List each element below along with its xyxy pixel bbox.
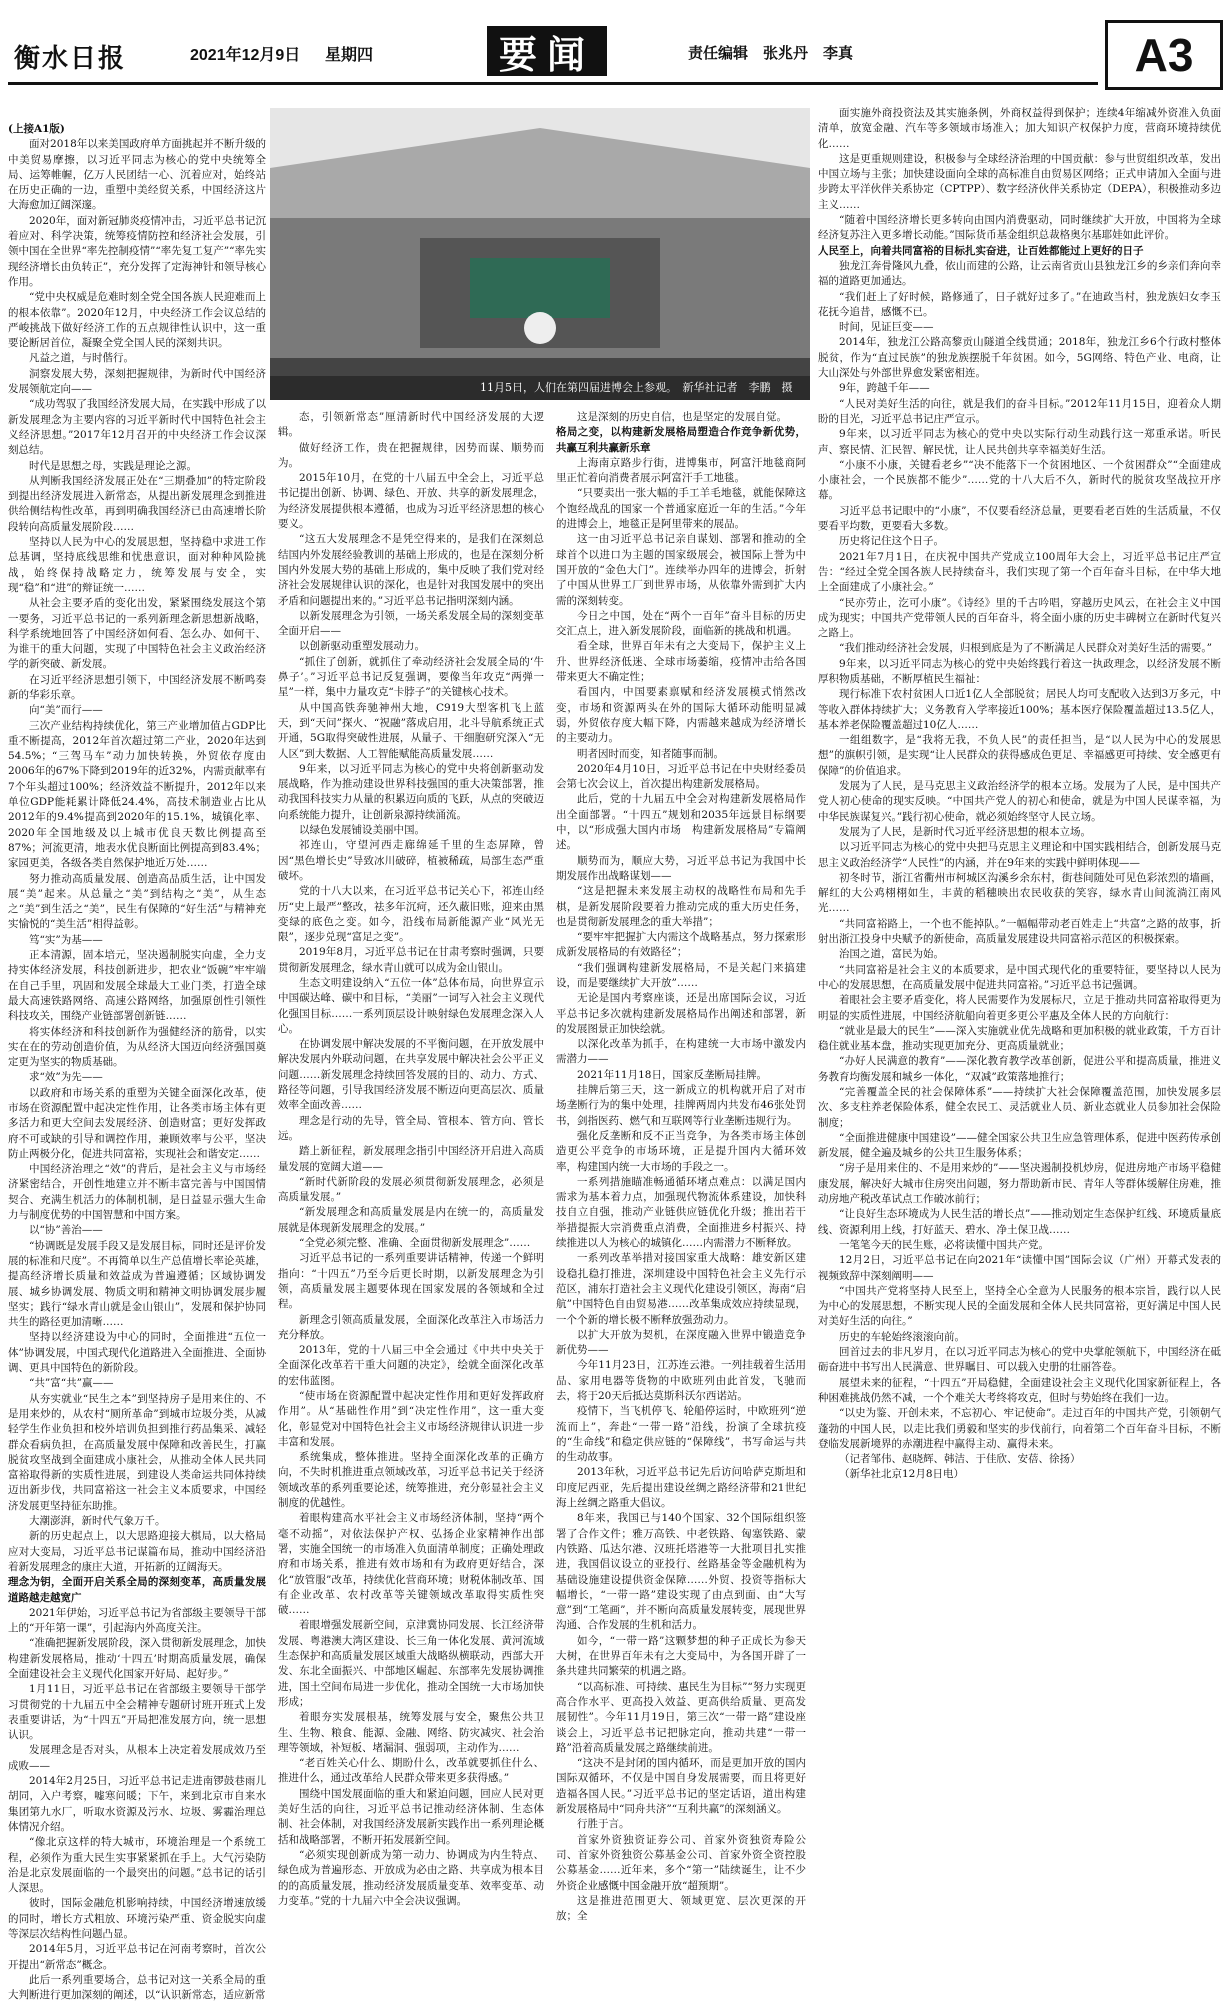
article-paragraph: 首家外资独资证券公司、首家外资独资寿险公司、首家外资独资公募基金公司、首家外资全资控股公募基金……近年来，多个“第一”陆续诞生，让不少外资企业感慨中国金融开放“超预期”。 (556, 1833, 806, 1892)
article-paragraph: 以新发展理念为引领，一场关系发展全局的深刻变革全面开启—— (278, 609, 544, 638)
article-paragraph: 党的十八大以来，在习近平总书记关心下，祁连山经历“史上最严”整改，祛多年沉疴，还久蔽旧账，迎来由黑变绿的底色之变。如今，沿线布局新能源产业“风光无限”，逐步兑现“富足之变”。 (278, 885, 544, 944)
article-paragraph: 一组组数字，是“我将无我，不负人民”的责任担当，是“以人民为中心的发展思想”的旗帜引领，是实现“让人民群众的获得感成色更足、幸福感更可持续、安全感更有保障”的价值追求。 (818, 734, 1221, 777)
article-paragraph: 三次产业结构持续优化，第三产业增加值占GDP比重不断提高，2012年首次超过第二产业，2020年达到54.5%；“三驾马车”动力加快转换，外贸依存度由2006年的67%下降到2019年的近32%，内需贡献率有7个年头超过100%；经济效益不断提升，2012年以来单位GDP能耗累计降低24.4%，高技术制造业占比从2012年的9.4%提高到2020年的15.1%，城镇化率、2020年全国地级及以上城市优良天数比例提高至87%；河流更清，地表水优良断面比例提高到83.4%；家园更美，各级各类自然保护地近万处…… (8, 719, 266, 870)
issue-date: 2021年12月9日 (190, 47, 301, 64)
article-paragraph: 2014年，独龙江公路高黎贡山隧道全线贯通；2018年，独龙江乡6个行政村整体脱贫，作为“直过民族”的独龙族摆脱千年贫困。如今，5G网络、特色产业、电商，让大山深处与外部世界愈发紧密相连。 (818, 336, 1221, 380)
article-paragraph: 中国经济治理之“效”的背后，是社会主义与市场经济紧密结合，开创性地建立并不断丰富完善与中国国情契合、充满生机活力的体制机制，是日益显示强大生命力与制度优势的中国智慧和中国方案。 (8, 1163, 266, 1222)
article-paragraph: 初冬时节，浙江省衢州市柯城区沟溪乡余东村，街巷间随处可见色彩浓烈的墙画，解红的大公鸡栩栩如生，丰黄的稻穗映出农民收获的笑容，绿水青山间流淌江南风光…… (818, 871, 1221, 915)
article-paragraph: 着眼构建高水平社会主义市场经济体制，坚持“两个毫不动摇”，对依法保护产权、弘扬企业家精神作出部署，实施全国统一的市场准入负面清单制度；正确处理政府和市场关系，推进有效市场和有为政府更好结合，深化“放管服”改革，持续优化营商环境；财税体制改革、国有企业改革、农村改革等关键领域改革取得实质性突破…… (278, 1512, 544, 1617)
article-paragraph: 8年来，我国已与140个国家、32个国际组织签署了合作文件；雅万高铁、中老铁路、匈塞铁路、蒙内铁路、瓜达尔港、汉班托塔港等一大批项目扎实推进，我国倡议设立的亚投行、丝路基金等金融机构为基础设施建设提供资金保障……外贸、投资等指标大幅增长，“一带一路”建设实现了由点到面、由“大写意”到“工笔画”，并不断向高质量发展转变，展现世界沟通、合作发展的生机和活力。 (556, 1512, 806, 1632)
article-paragraph: (上接A1版) (8, 123, 65, 135)
article-paragraph: “小康不小康，关键看老乡”“决不能落下一个贫困地区、一个贫困群众”“全面建成小康社会，一个民族都不能少”……党的十八大后不久，新时代的脱贫攻坚战拉开序幕。 (818, 458, 1221, 502)
article-paragraph: 一系列改革举措对接国家重大战略：雄安新区建设稳扎稳打推进，深圳建设中国特色社会主义先行示范区，浦东打造社会主义现代化建设引领区，海南“启航”中国特色自由贸易港……改革集成效应持续显现，一个个新的增长极不断释放强劲动力。 (556, 1252, 806, 1326)
section-title: 要闻 (487, 26, 607, 76)
article-column-3 (556, 410, 806, 1923)
article-paragraph: 2021年11月18日，国家反垄断局挂牌。 (577, 1068, 767, 1081)
article-paragraph: 看国内，中国要素禀赋和经济发展模式悄然改变，市场和资源两头在外的国际大循环动能明显减弱，外贸依存度大幅下降，内需越来越成为经济增长的主要动力。 (556, 686, 806, 745)
article-paragraph: 2014年5月，习近平总书记在河南考察时，首次公开提出“新常态”概念。 (8, 1943, 266, 1971)
article-paragraph: 历史将记住这个日子。 (839, 535, 944, 548)
article-paragraph: “我们推动经济社会发展，归根到底是为了不断满足人民群众对美好生活的需要。” (839, 642, 1212, 655)
article-paragraph: “共同富裕是社会主义的本质要求，是中国式现代化的重要特征，要坚持以人民为中心的发展思想，在高质量发展中促进共同富裕。”习近平总书记强调。 (818, 963, 1221, 991)
article-paragraph: 独龙江奔骨隆风九叠，依山而建的公路，让云南省贡山县独龙江乡的乡亲们奔向幸福的道路更加通达。 (818, 259, 1221, 288)
article-paragraph: 治国之道，富民为始。 (839, 948, 944, 961)
article-paragraph: 面实施外商投资法及其实施条例，外商权益得到保护；连续4年缩减外资准入负面清单，放宽金融、汽车等多领域市场准入；加大知识产权保护力度，营商环境持续优化…… (818, 107, 1221, 150)
article-paragraph: 2019年8月，习近平总书记在甘肃考察时强调，只要贯彻新发展理念，绿水青山就可以成为金山银山。 (278, 946, 544, 974)
article-paragraph: 行胜于言。 (577, 1818, 630, 1831)
article-paragraph: 这是更重规则建设，积极参与全球经济治理的中国贡献：参与世贸组织改革，发出中国立场与主张；加快建设面向全球的高标准自由贸易区网络；正式申请加入全面与进步跨太平洋伙伴关系协定（CPTPP）、数字经济伙伴关系协定（DEPA），积极推动多边主义…… (818, 152, 1221, 211)
article-paragraph: 今日之中国，处在“两个一百年”奋斗目标的历史交汇点上，进入新发展阶段，面临新的挑战和机遇。 (556, 609, 806, 638)
article-paragraph: “必须实现创新成为第一动力、协调成为内生特点、绿色成为普遍形态、开放成为必由之路、共享成为根本目的的高质量发展，推动经济发展质量变革、效率变革、动力变革。”党的十九届六中全会决议强调。 (278, 1848, 544, 1907)
article-paragraph: 顺势而为，顺应大势，习近平总书记为我国中长期发展作出战略谋划—— (556, 854, 806, 882)
article-paragraph: 2021年7月1日，在庆祝中国共产党成立100周年大会上，习近平总书记庄严宣告：“经过全党全国各族人民持续奋斗，我们实现了第一个百年奋斗目标，在中华大地上全面建成了小康社会。” (818, 550, 1221, 594)
article-paragraph: 态，引领新常态”厘清新时代中国经济发展的大逻辑。 (278, 411, 544, 439)
article-paragraph: “全面推进健康中国建设”——健全国家公共卫生应急管理体系，促进中医药传承创新发展，健全遍及城乡的公共卫生服务体系； (818, 1131, 1221, 1160)
article-paragraph: 9年来，以习近平同志为核心的党中央将创新驱动发展战略，作为推动建设世界科技强国的重大决策部署，推动我国科技实力从量的积累迈向质的飞跃，从点的突破迈向系统能力提升，让创新泉源持续涌流。 (278, 762, 544, 821)
article-paragraph: 看全球，世界百年未有之大变局下，保护主义上升、世界经济低迷、全球市场萎缩，疫情冲击给各国带来更大不确定性； (556, 640, 806, 684)
article-paragraph: （记者邹伟、赵晓辉、韩洁、于佳欣、安蓓、徐扬） (839, 1453, 1081, 1466)
article-paragraph: “共同富裕路上，一个也不能掉队。”一幅幅带动老百姓走上“共富”之路的故事，折射出浙江投身中央赋予的新使命，高质量发展建设共同富裕示范区的积极探索。 (818, 917, 1221, 946)
article-paragraph: 2020年4月10日，习近平总书记在中央财经委员会第七次会议上，首次提出构建新发展格局。 (556, 762, 806, 791)
article-paragraph: 1月11日，习近平总书记在省部级主要领导干部学习贯彻党的十九届五中全会精神专题研讨班开班式上发表重要讲话，为“十四五”开局把准发展方向，统一思想认识。 (8, 1683, 266, 1742)
article-paragraph: 展望未来的征程，“十四五”开局稳健，全面建设社会主义现代化国家新征程上，各种困难挑战仍然不减，一个个难关大考终将攻克，但时与势始终在我们一边。 (818, 1376, 1221, 1404)
article-paragraph: 发展理念是否对头，从根本上决定着发展成效乃至成败—— (8, 1744, 266, 1772)
article-paragraph: 着眼社会主要矛盾变化，将人民需要作为发展标尺，立足于推动共同富裕取得更为明显的实质性进展，中国经济航船向着更多更公平惠及全体人民的方向航行： (818, 994, 1221, 1022)
article-paragraph: “新发展理念和高质量发展是内在统一的，高质量发展就是体现新发展理念的发展。” (278, 1206, 544, 1234)
newspaper-logo: 衡水日报 (14, 44, 127, 74)
article-paragraph: “完善覆盖全民的社会保障体系”——持续扩大社会保障覆盖范围，加快发展多层次、多支柱养老保险体系，健全农民工、灵活就业人员、新业态就业人员参加社会保险制度； (818, 1086, 1221, 1129)
article-paragraph: 发展为了人民，是马克思主义政治经济学的根本立场。发展为了人民，是中国共产党人初心使命的现实反映。“中国共产党人的初心和使命，就是为中国人民谋幸福，为中华民族谋复兴。”践行初心使命，就必须始终坚守人民立场。 (818, 780, 1221, 823)
expo-building-illustration (270, 108, 810, 400)
article-paragraph: 2013年秋，习近平总书记先后访问哈萨克斯坦和印度尼西亚，先后提出建设丝绸之路经济带和21世纪海上丝绸之路重大倡议。 (556, 1466, 806, 1510)
article-paragraph: “只要卖出一张大幅的手工羊毛地毯，就能保障这个饱经战乱的国家一个普通家庭近一年的生活。”今年的进博会上，地毯正是阿里带来的展品。 (556, 487, 806, 531)
article-paragraph: 理念是行动的先导，管全局、管根本、管方向、管长远。 (278, 1114, 544, 1142)
article-paragraph: 系统集成，整体推进。坚持全面深化改革的正确方向，不失时机推进重点领域改革，习近平总书记关于经济领域改革的系列重要论述，统筹推进，充分彰显社会主义制度的优越性。 (278, 1451, 544, 1510)
section-subheading: 理念为钥，全面开启关系全局的深刻变革，高质量发展道路越走越宽广 (8, 1576, 266, 1604)
article-paragraph: 以政府和市场关系的重塑为关键全面深化改革，使市场在资源配置中起决定性作用，让各类市场主体有更多活力和更大空间去发展经济、创造财富；更好发挥政府不可或缺的引导和调控作用，兼顾效率与公平，坚决防止两极分化，促进共同富裕，实现社会和谐安定…… (8, 1086, 266, 1160)
article-paragraph: 明者因时而变，知者随事而制。 (577, 747, 724, 760)
article-paragraph: “让良好生态环境成为人民生活的增长点”——推动划定生态保护红线、环境质量底线、资源利用上线，打好蓝天、碧水、净土保卫战…… (818, 1208, 1221, 1236)
responsible-editors: 责任编辑 张兆丹 李真 (688, 45, 854, 62)
article-column-1 (8, 122, 266, 2002)
article-paragraph: 回首过去的非凡岁月，在以习近平同志为核心的党中央掌舵领航下，中国经济在砥砺奋进中书写出人民满意、世界瞩目、可以载入史册的壮丽答卷。 (818, 1346, 1221, 1374)
article-paragraph: 2015年10月，在党的十八届五中全会上，习近平总书记提出创新、协调、绿色、开放、共享的新发展理念，为经济发展提供根本遵循，也成为习近平经济思想的核心要义。 (278, 472, 544, 531)
article-paragraph: 一笔笔今天的民生账，必将读懂中国共产党。 (839, 1238, 1049, 1251)
article-paragraph: 以深化改革为抓手，在构建统一大市场中激发内需潜力—— (556, 1038, 806, 1066)
article-paragraph: “像北京这样的特大城市，环境治理是一个系统工程，必须作为重大民生实事紧紧抓在手上。大气污染防治是北京发展面临的一个最突出的问题。”总书记的话引人深思。 (8, 1836, 266, 1895)
news-photo (270, 108, 810, 400)
article-paragraph: “以高标准、可持续、惠民生为目标”“努力实现更高合作水平、更高投入效益、更高供给质量、更高发展韧性”。今年11月19日，第三次“一带一路”建设座谈会上，习近平总书记把脉定向，推动共建“一带一路”沿着高质量发展之路继续前进。 (556, 1680, 806, 1754)
article-paragraph: “人民对美好生活的向往，就是我们的奋斗目标。”2012年11月15日，迎着众人期盼的目光，习近平总书记庄严宣示。 (818, 397, 1221, 425)
header-rule (8, 82, 1098, 85)
article-paragraph: 着眼增强发展新空间，京津冀协同发展、长江经济带发展、粤港澳大湾区建设、长三角一体化发展、黄河流域生态保护和高质量发展区域重大战略纵横联动，西部大开发、东北全面振兴、中部地区崛起、东部率先发展协调推进，国土空间布局进一步优化，推动全国统一大市场加快形成； (278, 1619, 544, 1708)
article-paragraph: 从判断我国经济发展正处在“三期叠加”的特定阶段到提出经济发展进入新常态，从提出新发展理念到推进供给侧结构性改革，再到明确我国经济已由高速增长阶段转向高质量发展阶段…… (8, 474, 266, 533)
article-paragraph: “我们强调构建新发展格局，不是关起门来搞建设，而是要继续扩大开放”…… (556, 961, 806, 989)
article-paragraph: “要牢牢把握扩大内需这个战略基点，努力探索形成新发展格局的有效路径”； (556, 931, 806, 959)
article-paragraph: 如今，“一带一路”这颗梦想的种子正成长为参天大树，在世界百年未有之大变局中，为各国开辟了一条共建共同繁荣的机遇之路。 (556, 1634, 806, 1678)
article-paragraph: （新华社北京12月8日电） (839, 1468, 965, 1481)
article-paragraph: 面对2018年以来美国政府单方面挑起并不断升级的中美贸易摩擦，以习近平同志为核心的党中央统筹全局、运筹帷幄，亿万人民团结一心、沉着应对，始终站在历史正确的一边，重塑中美经贸关系，中国经济这片大海愈加辽阔深邃。 (8, 138, 266, 212)
masthead (0, 0, 1228, 100)
article-paragraph: 9年，跨越千年—— (839, 382, 930, 395)
article-paragraph: 在习近平经济思想引领下，中国经济发展不断鸣奏新的华彩乐章。 (8, 673, 266, 701)
article-paragraph: “这五大发展理念不是凭空得来的，是我们在深刻总结国内外发展经验教训的基础上形成的，也是在深刻分析国内外发展大势的基础上形成的，集中反映了我们党对经济社会发展规律认识的深化，也是针对我国发展中的突出矛盾和问题提出来的。”习近平总书记指明深刻内涵。 (278, 533, 544, 607)
article-paragraph: 做好经济工作，贵在把握规律，因势而谋、顺势而为。 (278, 441, 544, 469)
article-paragraph: 彼时，国际金融危机影响持续，中国经济增速放缓的同时，增长方式粗放、环境污染严重、资金脱实向虚等深层次结构性问题凸显。 (8, 1897, 266, 1941)
article-paragraph: 以绿色发展铺设美丽中国。 (299, 824, 425, 837)
article-paragraph: 上海南京路步行街，进博集市，阿富汗地毯商阿里正忙着向消费者展示阿富汗手工地毯。 (556, 456, 806, 485)
issue-weekday: 星期四 (325, 47, 374, 64)
article-paragraph: 生态文明建设纳入“五位一体”总体布局，向世界宣示中国碳达峰、碳中和目标，“美丽”一词写入社会主义现代化强国目标……一系列顶层设计映射绿色发展理念深入人心。 (278, 976, 544, 1035)
article-paragraph: “我们赶上了好时候，路修通了，日子就好过多了。”在迪政当村，独龙族妇女李玉花抚今追昔，感慨不已。 (818, 290, 1221, 318)
section-subheading: 格局之变，以构建新发展格局塑造合作竞争新优势，共赢互利共赢新乐章 (556, 426, 806, 454)
article-paragraph: 以“协”善治—— (29, 1224, 103, 1237)
article-paragraph: 发展为了人民，是新时代习近平经济思想的根本立场。 (839, 825, 1091, 838)
article-paragraph: 着眼夯实发展根基，统筹发展与安全，聚焦公共卫生、生物、粮食、能源、金融、网络、防灾减灾、社会治理等领域，补短板、堵漏洞、强弱项，主动作为…… (278, 1711, 544, 1754)
article-paragraph: 9年来，以习近平同志为核心的党中央以实际行动生动践行这一郑重承诺。听民声、察民情、汇民智、解民忧，让人民共创共享幸福美好生活。 (818, 428, 1221, 456)
article-paragraph: “准确把握新发展阶段，深入贯彻新发展理念，加快构建新发展格局，推动‘十四五’时期高质量发展，确保全面建设社会主义现代化国家开好局、起好步。” (8, 1637, 266, 1680)
article-paragraph: 以扩大开放为契机，在深度融入世界中锻造竞争新优势—— (556, 1328, 806, 1357)
article-paragraph: “全党必须完整、准确、全面贯彻新发展理念”…… (299, 1237, 531, 1250)
article-paragraph: 9年来，以习近平同志为核心的党中央始终践行着这一执政理念，以经济发展不断厚积物质基础，不断厚植民生福祉： (818, 657, 1221, 685)
article-column-4 (818, 106, 1221, 1792)
article-paragraph: “共”富“共”赢—— (29, 1377, 114, 1390)
article-paragraph: 将实体经济和科技创新作为强健经济的筋骨，以实实在在的劳动创造价值，为从经济大国迈向经济强国奠定更为坚实的物质基础。 (8, 1025, 266, 1069)
article-column-2 (278, 410, 544, 1907)
article-paragraph: 12月2日，习近平总书记在向2021年“读懂中国”国际会议（广州）开幕式发表的视频致辞中深刻阐明—— (818, 1254, 1221, 1282)
article-paragraph: 2013年，党的十八届三中全会通过《中共中央关于全面深化改革若干重大问题的决定》，绘就全面深化改革的宏伟蓝图。 (278, 1344, 544, 1387)
article-paragraph: 一系列措施瞄准畅通循环堵点难点：以满足国内需求为基本着力点，加强现代物流体系建设，加快科技自立自强，推动产业链供应链优化升级；推出若干举措提振大宗消费重点消费，全面推进乡村振兴、持续推进以人为核心的城镇化……内需潜力不断释放。 (556, 1175, 806, 1250)
article-paragraph: “这决不是封闭的国内循环，而是更加开放的国内国际双循环，不仅是中国自身发展需要，而且将更好造福各国人民。”习近平总书记的坚定话语，道出构建新发展格局中“同舟共济”“互利共赢”的深刻涵义。 (556, 1757, 806, 1816)
article-paragraph: 历史的车轮始终滚滚向前。 (839, 1330, 965, 1343)
article-paragraph: 凡益之道，与时偕行。 (29, 352, 134, 365)
article-paragraph: 正本清源，固本培元，坚决遏制脱实向虚，全力支持实体经济发展，科技创新进步，把农业“饭碗”牢牢端在自己手里，巩固和发展全球最大工业门类，打造全球最大高速铁路网络、高速公路网络，加强原创性引领性科技攻关，围绕产业链部署创新链…… (8, 949, 266, 1023)
article-paragraph: 以创新驱动重塑发展动力。 (299, 640, 425, 653)
article-paragraph: 坚持以人民为中心的发展思想，坚持稳中求进工作总基调，坚持底线思维和忧患意识，面对种种风险挑战，始终保持战略定力，统筹发展与安全，实现“稳”和“进”的辩证统一…… (8, 536, 266, 594)
article-paragraph: 强化反垄断和反不正当竞争，为各类市场主体创造更公平竞争的市场环境，正是提升国内大循环效率，构建国内统一大市场的手段之一。 (556, 1129, 806, 1173)
article-paragraph: 踏上新征程，新发展理念指引中国经济开启进入高质量发展的宽阔大道—— (278, 1145, 544, 1173)
article-paragraph: 新理念引领高质量发展，全面深化改革注入市场活力充分释放。 (278, 1313, 544, 1341)
article-paragraph: 这是深刻的历史自信，也是坚定的发展自觉。 (577, 411, 787, 423)
article-paragraph: 2021年伊始，习近平总书记为省部级主要领导干部上的“开年第一课”，引起海内外高度关注。 (8, 1606, 266, 1635)
article-paragraph: 求“效”为先—— (29, 1071, 103, 1084)
article-paragraph: 习近平总书记眼中的“小康”，不仅要看经济总量，更要看老百姓的生活质量，不仅要看平均数，更要看大多数。 (818, 504, 1221, 533)
photo-caption: 11月5日，人们在第四届进博会上参观。 新华社记者 李鹏 摄 (270, 376, 810, 400)
article-paragraph: “民亦劳止，汔可小康”。《诗经》里的千古吟唱，穿越历史风云，在社会主义中国成为现实；中国共产党带领人民的百年奋斗，将全面小康的历史丰碑树立在新时代复兴之路上。 (818, 596, 1221, 640)
article-paragraph: 从中国高铁奔驰神州大地，C919大型客机飞上蓝天，到“天问”探火、“祝融”落成启用，北斗导航系统正式开通，5G取得突破性进展，从量子、干细胞研究深入“无人区”到大数据、人工智能赋能高质量发展…… (278, 701, 544, 760)
article-paragraph: “使市场在资源配置中起决定性作用和更好发挥政府作用”。从“基础性作用”到“决定性作用”，这一重大变化，彰显党对中国特色社会主义市场经济规律认识进一步丰富和发展。 (278, 1390, 544, 1448)
article-paragraph: 2020年，面对新冠肺炎疫情冲击，习近平总书记沉着应对、科学决策，统筹疫情防控和经济社会发展，引领中国在全世界“率先控制疫情”“率先复工复产”“率先实现经济增长由负转正”，充分发挥了定海神针和领导核心作用。 (8, 214, 266, 288)
article-paragraph: “随着中国经济增长更多转向由国内消费驱动，同时继续扩大开放，中国将为全球经济复苏注入更多增长动能。”国际货币基金组织总裁格奥尔基耶娃如此评价。 (818, 214, 1221, 242)
article-paragraph: 笃“实”为基—— (29, 933, 103, 946)
article-paragraph: 洞察发展大势，深刻把握规律，为新时代中国经济发展领航定向—— (8, 367, 266, 396)
article-paragraph: 大潮澎湃，新时代气象万千。 (29, 1515, 166, 1528)
article-paragraph: 这一由习近平总书记亲自谋划、部署和推动的全球首个以进口为主题的国家级展会，被国际上誉为中国开放的“金色大门”。连续举办四年的进博会，折射了中国从世界工厂到世界市场，从依靠外需到扩大内需的深刻转变。 (556, 533, 806, 607)
article-paragraph: 此后一系列重要场合，总书记对这一关系全局的重大判断进行更加深刻的阐述，以“认识新常态，适应新常 (8, 1973, 266, 2002)
section-subheading: 人民至上，向着共同富裕的目标扎实奋进，让百姓都能过上更好的日子 (818, 244, 1144, 257)
article-paragraph: 时间，见证巨变—— (839, 321, 934, 334)
article-paragraph: “以史为鉴、开创未来，不忘初心、牢记使命”。走过百年的中国共产党，引领朝气蓬勃的中国人民，以走比我们勇毅和坚实的步伐前行，向着第二个百年奋斗目标，不断登临发展新境界的赤潮进程中赢得主动、赢得未来。 (818, 1407, 1221, 1450)
article-paragraph: 这是推进范围更大、领域更宽、层次更深的开放；全 (556, 1894, 806, 1923)
article-paragraph: “协调既是发展手段又是发展目标，同时还是评价发展的标准和尺度”。不再简单以生产总值增长率论英雄，提高经济增长质量和效益成为普遍遵循；区域协调发展、城乡协调发展、物质文明和精神文明协调发展步履坚实；践行“绿水青山就是金山银山”，发展和保护协同共生的路径更加清晰…… (8, 1239, 266, 1329)
article-paragraph: “中国共产党将坚持人民至上，坚持全心全意为人民服务的根本宗旨，践行以人民为中心的发展思想，不断实现人民的全面发展和全体人民共同富裕，更好满足中国人民对美好生活的向往。” (818, 1284, 1221, 1328)
article-paragraph: “党中央权威是危难时刻全党全国各族人民迎难而上的根本依靠”。2020年12月，中央经济工作会议总结的严峻挑战下做好经济工作的五点规律性认识中，这一重要论断居首位，凝聚全党全国人民的深刻共识。 (8, 291, 266, 350)
article-paragraph: 坚持以经济建设为中心的同时，全面推进“五位一体”协调发展，中国式现代化道路进入全面推进、全面协调、更具中国特色的新阶段。 (8, 1331, 266, 1375)
article-paragraph: 习近平总书记的一系列重要讲话精神，传递一个鲜明指向：“十四五”乃至今后更长时期，以新发展理念为引领，高质量发展主题要体现在国家发展的各领域和全过程。 (278, 1252, 544, 1311)
article-paragraph: 从夯实就业“民生之本”到坚持房子是用来住的、不是用来炒的，从农村“厕所革命”到城市垃圾分类，从减轻学生作业负担和校外培训负担到推行药品集采、减轻群众看病负担，在高质量发展中保障和改善民生，打赢脱贫攻坚战到全面建成小康社会，从推动全体人民共同富裕取得新的实质性进展，到建设人类命运共同体持续迈出新步伐，共同富裕这一社会主义本质要求，中国经济发展更坚持征东助推。 (8, 1392, 266, 1512)
article-paragraph: 在协调发展中解决发展的不平衡问题，在开放发展中解决发展内外联动问题，在共享发展中解决社会公平正义问题……新发展理念持续回答发展的目的、动力、方式、路径等问题，引导我国经济发展不断迈向更高层次、质量效率全面改善…… (278, 1038, 544, 1112)
article-paragraph: “房子是用来住的、不是用来炒的”——坚决遏制投机炒房，促进房地产市场平稳健康发展，解决好大城市住房突出问题，努力帮助新市民、青年人等群体缓解住房难，推动房地产税改革试点工作破冰前行； (818, 1162, 1221, 1206)
article-paragraph: 从社会主要矛盾的变化出发，紧紧围绕发展这个第一要务，习近平总书记的一系列新理念新思想新战略，科学系统地回答了中国经济如何看、怎么办、如何干、为谁干的重大问题，实现了中国特色社会主义政治经济学的新突破、新发展。 (8, 597, 266, 671)
article-paragraph: 向“美”而行—— (29, 704, 103, 717)
article-paragraph: 新的历史起点上，以大思路迎接大棋局，以大格局应对大变局，习近平总书记谋篇布局，推动中国经济沿着新发展理念的康庄大道，开拓新的辽阔海天。 (8, 1530, 266, 1573)
page-number: A3 (1105, 20, 1223, 90)
article-paragraph: “新时代新阶段的发展必须贯彻新发展理念，必须是高质量发展。” (278, 1175, 544, 1204)
article-paragraph: 努力推动高质量发展、创造高品质生活，让中国发展“美”起来。从总量之“美”到结构之“美”，从生态之“美”到生活之“美”，民生有保障的“好生活”与精神充实愉悦的“美生活”相得益彰。 (8, 872, 266, 931)
article-paragraph: 此后，党的十九届五中全会对构建新发展格局作出全面部署。“十四五”规划和2035年远景目标纲要中，以“形成强大国内市场 构建新发展格局”专篇阐述。 (556, 793, 806, 852)
article-paragraph: “就业是最大的民生”——深入实施就业优先战略和更加积极的就业政策，千方百计稳住就业基本盘，推动实现更加充分、更高质量就业； (818, 1024, 1221, 1053)
article-paragraph: 祁连山，守望河西走廊绵延千里的生态屏障，曾因“黑色增长史”导致冰川破碎，植被稀疏，局部生态严重破坏。 (278, 839, 544, 882)
article-paragraph: 挂牌后第三天，这一新成立的机构就开启了对市场垄断行为的集中处理，挂牌两周内共发布46张处罚书，剑指医药、燃气和互联网等行业垄断违规行为。 (556, 1084, 806, 1127)
article-paragraph: 2014年2月25日，习近平总书记走进南锣鼓巷雨儿胡同，入户考察，嘘寒问暖；下午，来到北京市自来水集团第九水厂，听取水资源及污水、垃圾、雾霾治理总体情况介绍。 (8, 1775, 266, 1833)
article-paragraph: 时代是思想之母，实践是理论之源。 (29, 459, 197, 472)
article-paragraph: 现行标准下农村贫困人口近1亿人全部脱贫；居民人均可支配收入达到3万多元，中等收入群体持续扩大；义务教育入学率接近100%；基本医疗保险覆盖超过13.5亿人，基本养老保险覆盖超过10亿人…… (818, 688, 1221, 731)
article-paragraph: “抓住了创新，就抓住了牵动经济社会发展全局的‘牛鼻子’。”习近平总书记反复强调，要像当年攻克“两弹一星”一样，集中力量攻克“卡脖子”的关键核心技术。 (278, 655, 544, 699)
article-paragraph: “老百姓关心什么、期盼什么，改革就要抓住什么、推进什么，通过改革给人民群众带来更多获得感。” (278, 1757, 544, 1785)
article-paragraph: 围绕中国发展面临的重大和紧迫问题，回应人民对更美好生活的向往，习近平总书记推动经济体制、生态体制、社会体制，对我国经济发展新实践作出一系列理论概括和战略部署，不断开拓发展新空间。 (278, 1787, 544, 1846)
article-paragraph: 疫情下，当飞机停飞、轮船停运时，中欧班列“逆流而上”，奔赴“一带一路”沿线，扮演了全球抗疫的“生命线”和稳定供应链的“保障线”，书写命运与共的生动故事。 (556, 1405, 806, 1464)
article-paragraph: “这是把握未来发展主动权的战略性布局和先手棋，是新发展阶段要着力推动完成的重大历史任务，也是贯彻新发展理念的重大举措”； (556, 885, 806, 928)
article-paragraph: 无论是国内考察座谈，还是出席国际会议，习近平总书记多次就构建新发展格局作出阐述和部署，新的发展图景正加快绘就。 (556, 992, 806, 1035)
article-paragraph: 今年11月23日，江苏连云港。一列挂载着生活用品、家用电器等货物的中欧班列由此首发，飞驰而去，将于20天后抵达莫斯科沃尔西诺站。 (556, 1359, 806, 1402)
article-paragraph: 以习近平同志为核心的党中央把马克思主义理论和中国实践相结合，创新发展马克思主义政治经济学“人民性”的内涵，并在9年来的实践中鲜明体现—— (818, 841, 1221, 869)
article-paragraph: “成功驾驭了我国经济发展大局，在实践中形成了以新发展理念为主要内容的习近平新时代中国特色社会主义经济思想。”2017年12月召开的中央经济工作会议深刻总结。 (8, 398, 266, 457)
article-paragraph: “办好人民满意的教育”——深化教育教学改革创新，促进公平和提高质量，推进义务教育均衡发展和城乡一体化，“双减”政策落地推行； (818, 1055, 1221, 1083)
